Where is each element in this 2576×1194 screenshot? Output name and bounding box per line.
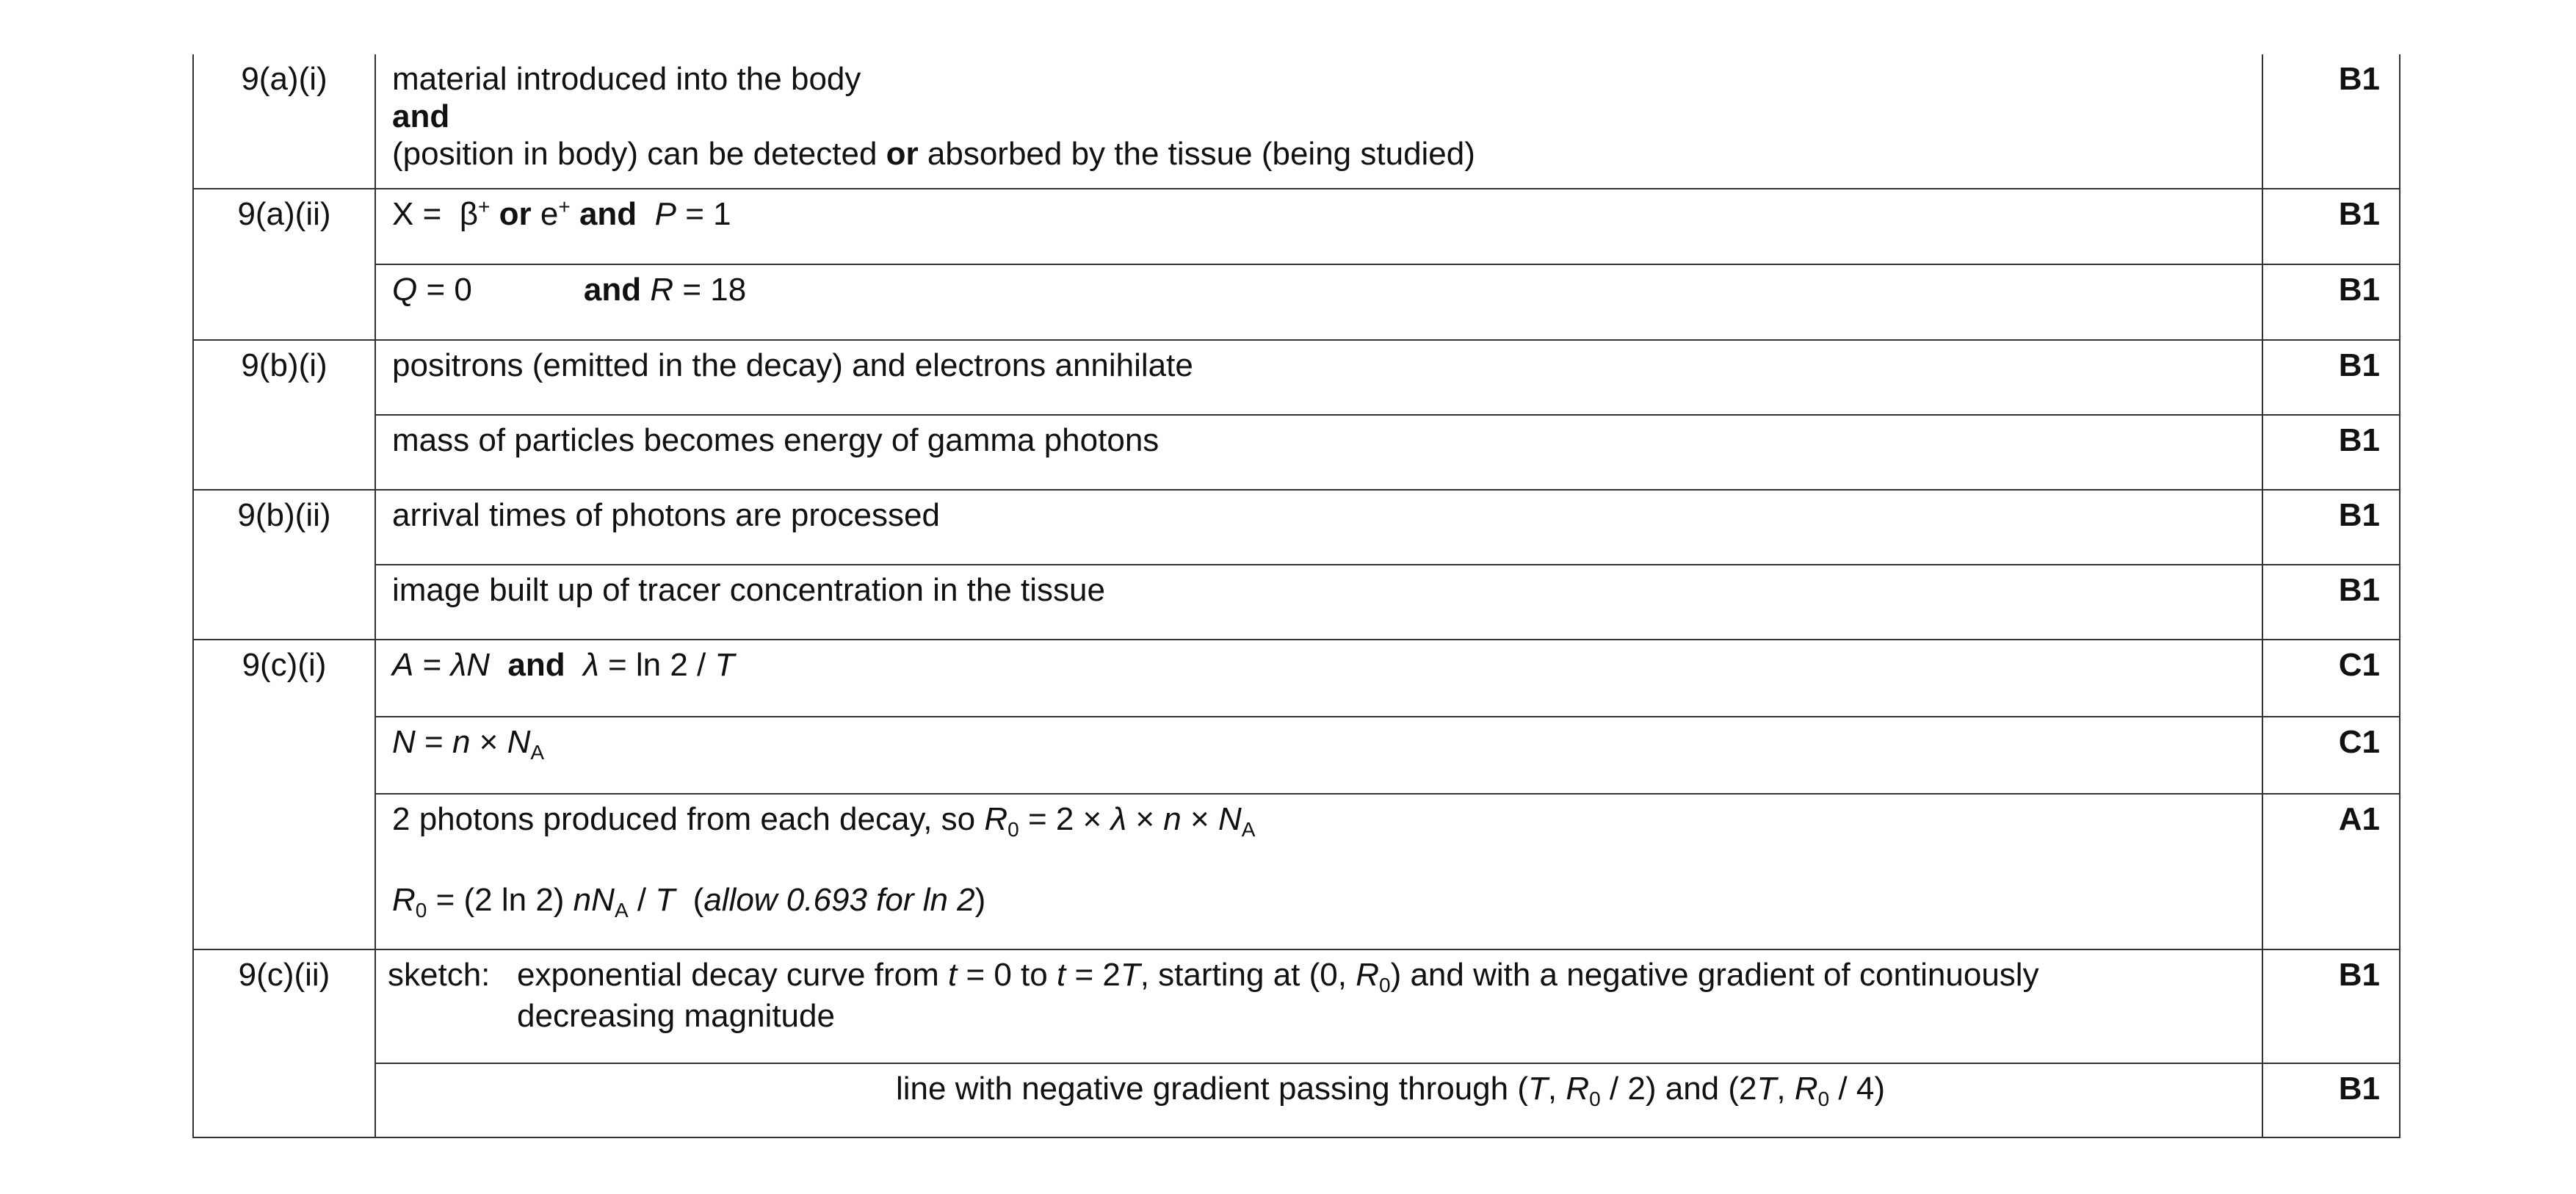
mark: B1 — [2262, 54, 2400, 189]
answer-cell: image built up of tracer concentration in the tissue — [375, 565, 2262, 640]
table-row — [193, 189, 2400, 264]
table-row — [193, 340, 2400, 415]
answer-cell: X = β+ or e+ and P = 1 — [375, 189, 2262, 264]
answer-cell — [375, 949, 2262, 1063]
mark: C1 — [2262, 717, 2400, 794]
question-number: 9(a)(i) — [193, 54, 375, 189]
table-row — [193, 490, 2400, 565]
table-row — [193, 717, 2400, 794]
answer-line: $R_0 = (2$ ln 2) $nN_A$ / T (allow 0.693 for ln 2) — [392, 882, 986, 922]
table-row — [193, 264, 2400, 340]
question-number: 9(a)(ii) — [193, 189, 375, 340]
mark: B1 — [2262, 565, 2400, 640]
mark: B1 — [2262, 264, 2400, 340]
question-number: 9(c)(i) — [193, 640, 375, 949]
table-row — [193, 949, 2400, 1063]
mark: A1 — [2262, 794, 2400, 949]
answer-text: exponential decay curve from t = 0 to t = 2T, starting at (0, $R_0$) and with a negative gradient of continuously decreasing magnitude — [517, 957, 2039, 1034]
question-number: 9(b)(i) — [193, 340, 375, 490]
table-row — [193, 640, 2400, 717]
mark-scheme-table — [192, 54, 2400, 1138]
mark: B1 — [2262, 949, 2400, 1063]
answer-cell — [375, 54, 2262, 189]
answer-cell: mass of particles becomes energy of gamma photons — [375, 415, 2262, 490]
question-number: 9(b)(ii) — [193, 490, 375, 640]
table-row — [193, 794, 2400, 949]
mark: B1 — [2262, 340, 2400, 415]
answer-cell: $N = n \times N_A$ — [375, 717, 2262, 794]
sketch-label: sketch: — [388, 957, 491, 993]
answer-cell: A = λN and λ = ln 2 / T — [375, 640, 2262, 717]
answer-cell: arrival times of photons are processed — [375, 490, 2262, 565]
table-row — [193, 565, 2400, 640]
answer-line: and — [392, 98, 450, 134]
answer-line: 2 photons produced from each decay, so $R_0 = 2 \times \lambda \times n \times N_A$ — [392, 801, 1256, 841]
table-row — [193, 415, 2400, 490]
answer-line: material introduced into the body — [392, 61, 861, 97]
question-number: 9(c)(ii) — [193, 949, 375, 1137]
answer-line: (position in body) can be detected or absorbed by the tissue (being studied) — [392, 136, 1475, 172]
answer-cell: Q = 0 and R = 18 — [375, 264, 2262, 340]
table-row — [193, 1063, 2400, 1137]
answer-cell — [375, 794, 2262, 949]
table-row — [193, 54, 2400, 189]
answer-cell: line with negative gradient passing through (T, $R_0 / 2$) and (2T, $R_0 / 4$) — [375, 1063, 2262, 1137]
mark: B1 — [2262, 189, 2400, 264]
mark: B1 — [2262, 415, 2400, 490]
mark: C1 — [2262, 640, 2400, 717]
answer-cell: positrons (emitted in the decay) and electrons annihilate — [375, 340, 2262, 415]
mark: B1 — [2262, 490, 2400, 565]
mark: B1 — [2262, 1063, 2400, 1137]
